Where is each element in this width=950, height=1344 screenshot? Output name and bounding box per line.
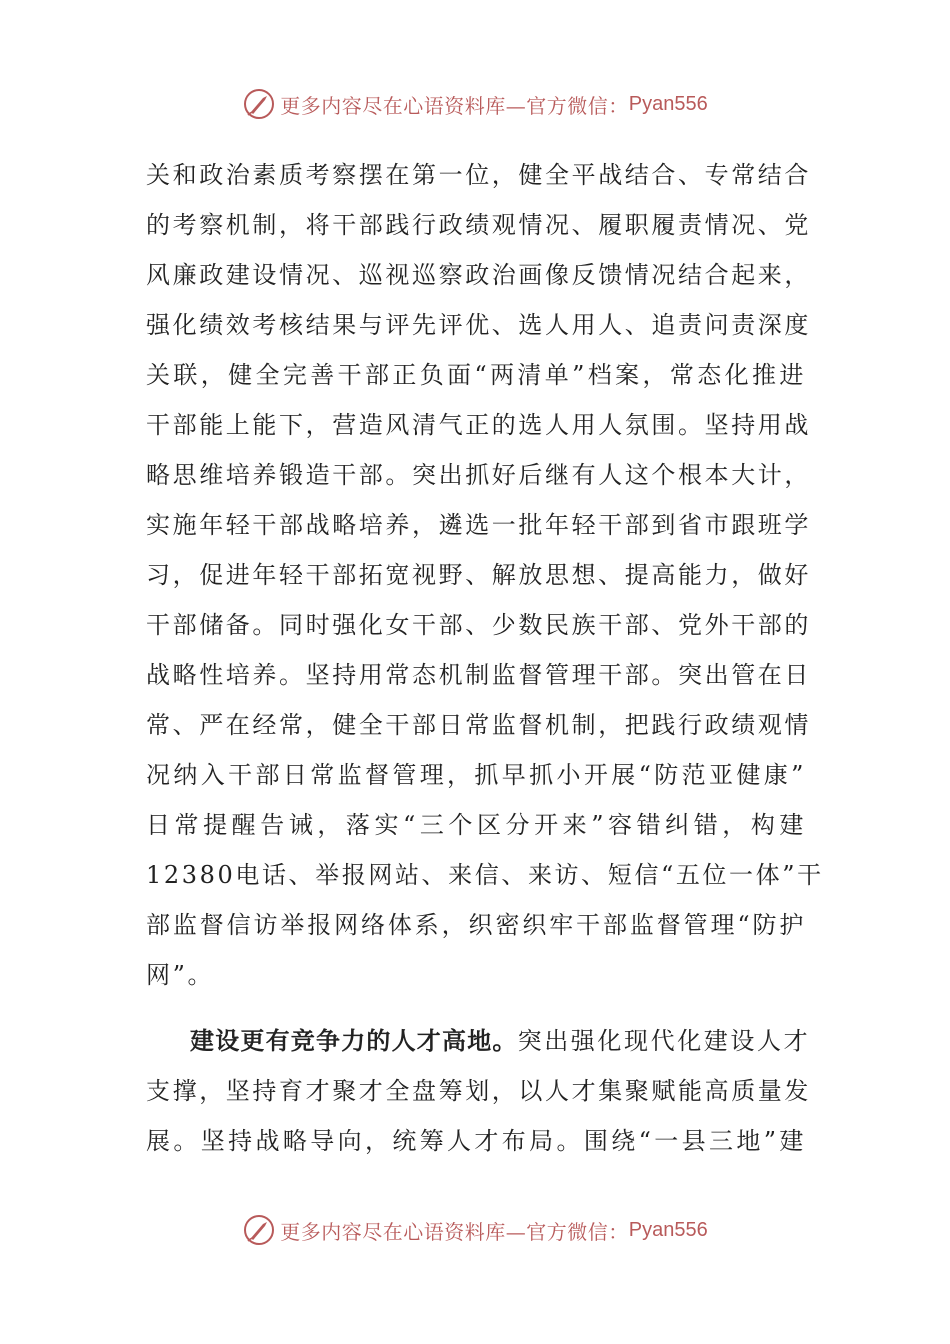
header-wechat-id: Pyan556 (628, 92, 708, 115)
text-line: 强化绩效考核结果与评先评优、选人用人、追责问责深度 (146, 311, 811, 339)
text-line: 战略性培养。坚持用常态机制监督管理干部。突出管在日 (146, 661, 811, 689)
text-line: 12380电话、举报网站、来信、来访、短信“五位一体”干 (146, 861, 824, 889)
text-line: 实施年轻干部战略培养，遴选一批年轻干部到省市跟班学 (146, 511, 811, 539)
text-line: 网”。 (146, 961, 215, 989)
text-line: 干部能上能下，营造风清气正的选人用人氛围。坚持用战 (146, 411, 811, 439)
header-banner-text: 更多内容尽在心语资料库—官方微信： (280, 93, 629, 118)
paragraph-gap (146, 1000, 806, 1016)
paragraph-2 (146, 1016, 811, 1166)
text-line: 常、严在经常，健全干部日常监督机制，把践行政绩观情 (146, 711, 811, 739)
paragraph-1 (146, 150, 824, 1000)
footer-wechat-id: Pyan556 (628, 1218, 708, 1241)
text-line: 况纳入干部日常监督管理，抓早抓小开展“防范亚健康” (146, 761, 806, 789)
text-line: 的考察机制，将干部践行政绩观情况、履职履责情况、党 (146, 211, 811, 239)
text-line: 展。坚持战略导向，统筹人才布局。围绕“一县三地”建 (146, 1127, 806, 1155)
text-line: 关和政治素质考察摆在第一位，健全平战结合、专常结合 (146, 161, 811, 189)
text-line-with-heading (146, 1016, 811, 1066)
text-line: 日常提醒告诫，落实“三个区分开来”容错纠错，构建 (146, 811, 806, 839)
header-banner (0, 84, 950, 124)
text-span: 突出强化现代化建设人才 (517, 1027, 811, 1055)
text-line: 支撑，坚持育才聚才全盘筹划，以人才集聚赋能高质量发 (146, 1077, 811, 1105)
text-line: 干部储备。同时强化女干部、少数民族干部、党外干部的 (146, 611, 811, 639)
document-body (146, 150, 824, 1166)
text-line: 风廉政建设情况、巡视巡察政治画像反馈情况结合起来， (146, 261, 811, 289)
text-line: 略思维培养锻造干部。突出抓好后继有人这个根本大计， (146, 461, 811, 489)
paragraph-heading: 建设更有竞争力的人才高地。 (190, 1026, 518, 1055)
pen-nib-icon (242, 1213, 276, 1247)
pen-nib-icon (242, 87, 276, 121)
text-line: 部监督信访举报网络体系，织密织牢干部监督管理“防护 (146, 911, 806, 939)
footer-banner-text: 更多内容尽在心语资料库—官方微信： (280, 1219, 629, 1244)
text-line: 习，促进年轻干部拓宽视野、解放思想、提高能力，做好 (146, 561, 811, 589)
text-line: 关联，健全完善干部正负面“两清单”档案，常态化推进 (146, 361, 806, 389)
footer-banner (0, 1210, 950, 1250)
